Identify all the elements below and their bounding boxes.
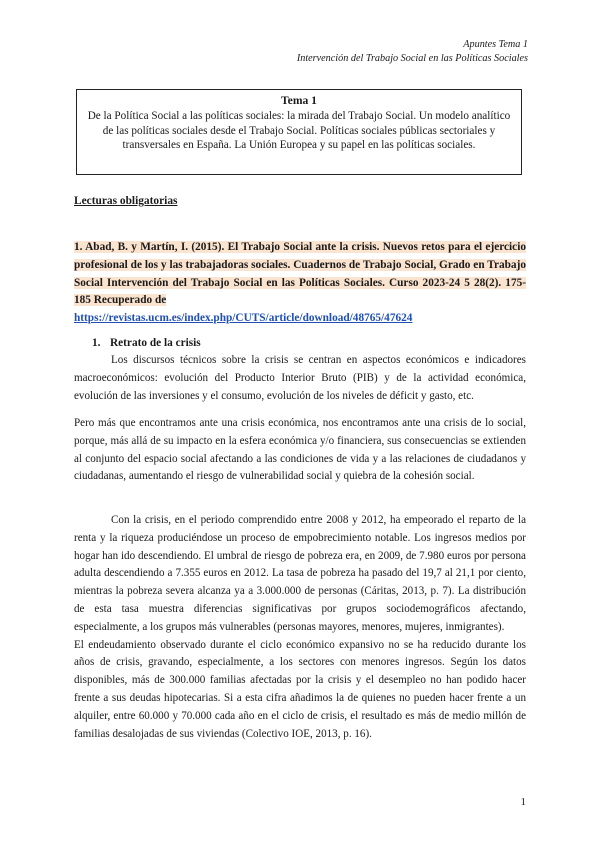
topic-title: Tema 1 [281, 94, 317, 107]
topic-box [76, 89, 522, 175]
running-header-subtitle: Intervención del Trabajo Social en las Políticas Sociales [296, 53, 528, 64]
page-number: 1 [520, 796, 526, 808]
reference-link[interactable]: https://revistas.ucm.es/index.php/CUTS/article/download/48765/47624 [74, 312, 413, 325]
topic-description: De la Política Social a las políticas sociales: la mirada del Trabajo Social. Un modelo analítico de las políticas sociales desde el Trabajo Social. Políticas sociales públicas sectoriales y transversales en España. La Unión Europea y su papel en las políticas sociales. [87, 109, 511, 152]
section-number: 1. [92, 337, 101, 349]
paragraph: Con la crisis, en el periodo comprendido entre 2008 y 2012, ha empeorado el reparto de la renta y la riqueza produciéndose un proceso de empobrecimiento notable. Los ingresos medios por hogar han ido descendiendo. El umbral de riesgo de pobreza era, en 2009, de 7.980 euros por persona adulta descendiendo a 7.355 euros en 2012. La tasa de pobreza ha pasado del 19,7 al 21,1 por ciento, mientras la pobreza severa alcanza ya a 3.000.000 de personas (Cáritas, 2013, p. 7). La distribución de esta tasa muestra diferencias significativas por grupos sociodemográficos afectando, especialmente, a los grupos más vulnerables (personas mayores, menores, mujeres, inmigrantes). [74, 514, 526, 633]
paragraph: Pero más que encontramos ante una crisis económica, nos encontramos ante una crisis de lo social, porque, más allá de su impacto en la esfera económica y/o financiera, sus consecuencias se extienden al conjunto del espacio social afectando a las condiciones de vida y a las relaciones de ciudadanos y ciudadanas, aumentando el riesgo de vulnerabilidad social y quiebra de la cohesión social. [74, 417, 526, 483]
reference-entry [74, 239, 526, 328]
paragraph: El endeudamiento observado durante el ciclo económico expansivo no se ha reducido durante los años de crisis, gravando, especialmente, a los sectores con menores ingresos. Según los datos disponibles, más de 300.000 familias afectadas por la crisis y el desempleo no han podido hacer frente a sus deudas hipotecarias. Si a esta cifra añadimos la de quienes no pueden hacer frente a un alquiler, entre 60.000 y 70.000 cada año en el ciclo de crisis, el resultado es más de medio millón de familias desalojadas de sus viviendas (Colectivo IOE, 2013, p. 16). [74, 638, 526, 740]
reference-citation: 1. Abad, B. y Martín, I. (2015). El Trabajo Social ante la crisis. Nuevos retos para el ejercicio profesional de los y las trabajadoras sociales. Cuadernos de Trabajo Social, Grado en Trabajo Social Intervención del Trabajo Social en las Políticas Sociales. Curso 2023-24 5 28(2). 175-185 Recuperado de [74, 241, 526, 307]
section-title: Retrato de la crisis [110, 337, 201, 349]
paragraph-group [74, 512, 526, 743]
paragraph: Los discursos técnicos sobre la crisis se centran en aspectos económicos e indicadores macroeconómicos: evolución del Producto Interior Bruto (PIB) y de la actividad económica, evolución de las inversiones y el consumo, evolución de los niveles de déficit y gasto, etc. [74, 354, 526, 402]
running-header-title: Apuntes Tema 1 [463, 39, 528, 50]
section-heading [92, 337, 201, 349]
required-readings-heading: Lecturas obligatorias [74, 195, 178, 207]
